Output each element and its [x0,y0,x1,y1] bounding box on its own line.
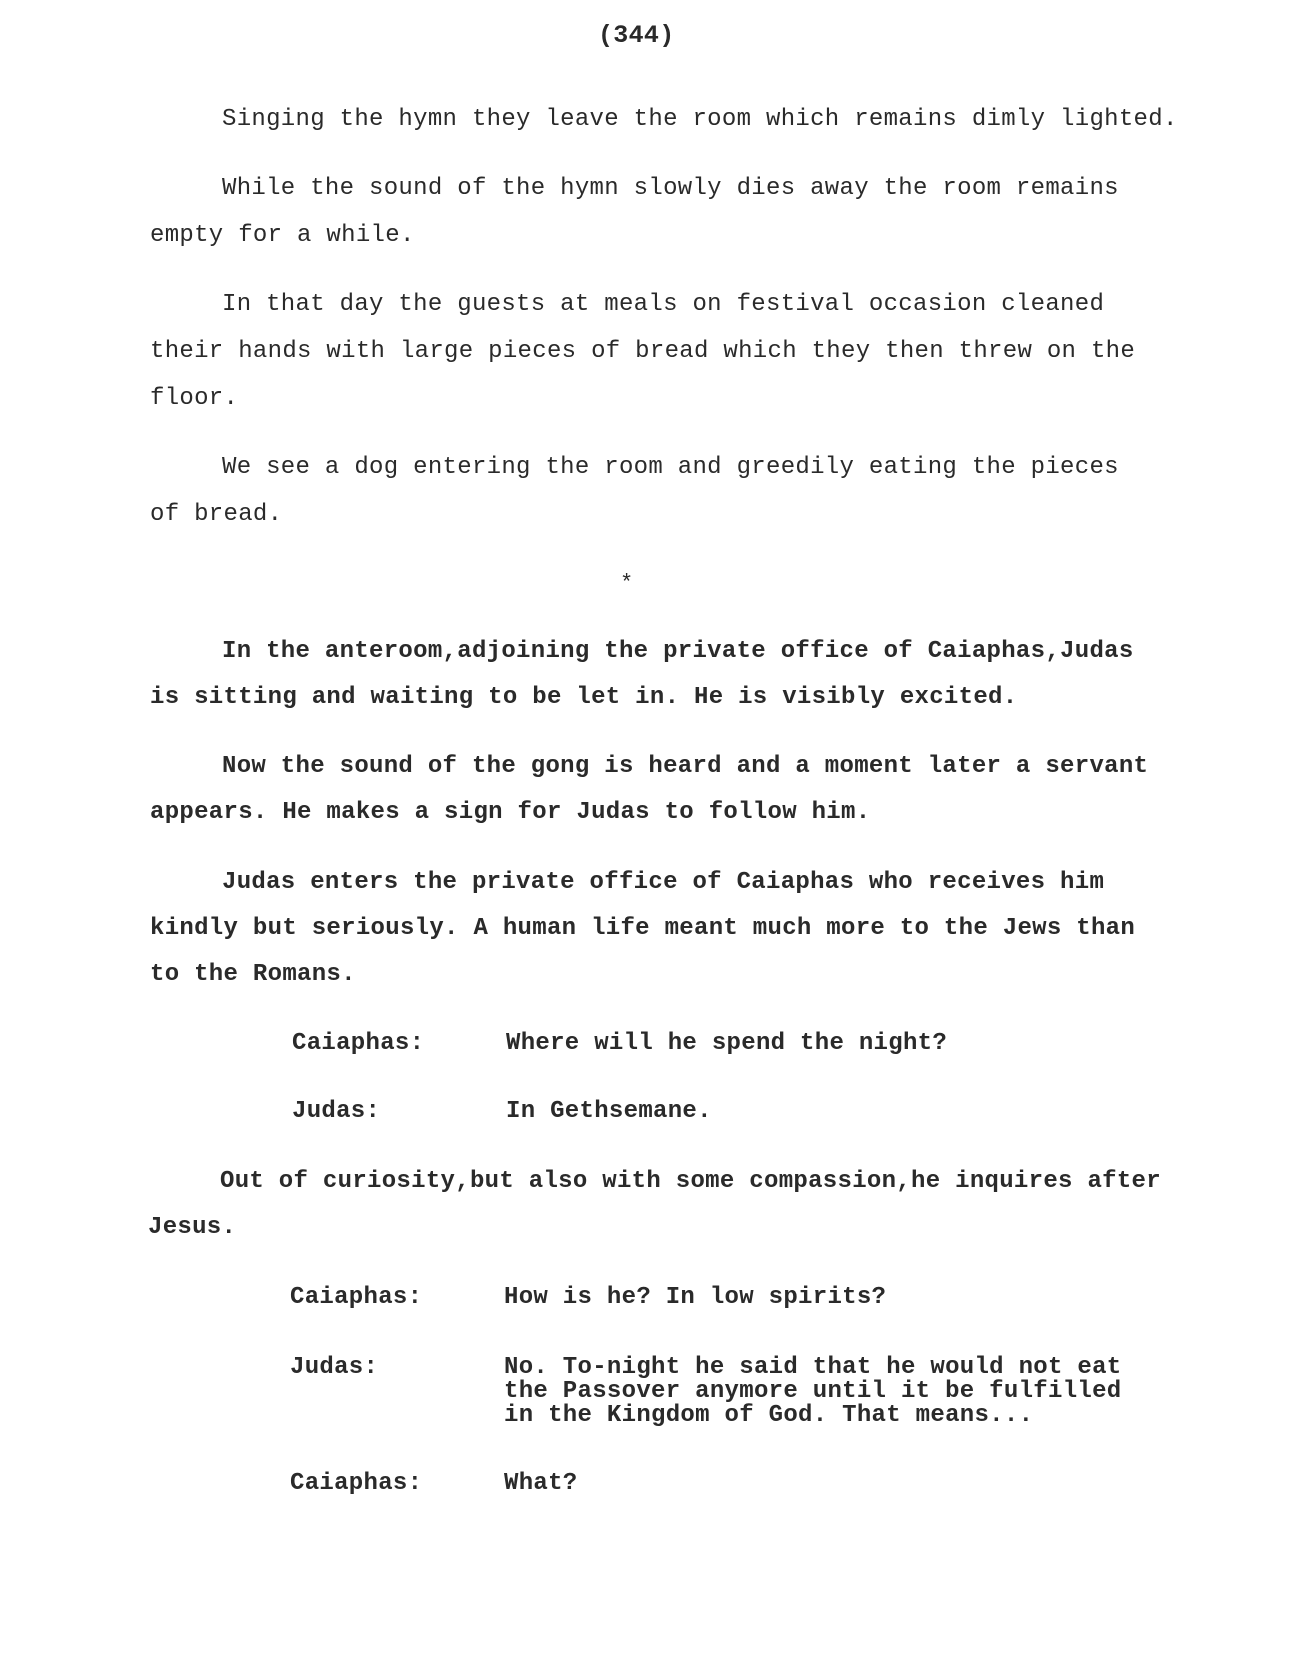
dialogue-speaker: Caiaphas: [290,1284,423,1311]
dialogue-speaker: Caiaphas: [292,1030,425,1057]
dialogue-text: What? [504,1470,578,1497]
page-number: (344) [598,21,675,50]
dialogue-text: in the Kingdom of God. That means... [504,1402,1034,1429]
narrative-line: We see a dog entering the room and greedily eating the pieces [222,454,1119,481]
narrative-line: In the anteroom,adjoining the private office of Caiaphas,Judas [222,638,1134,665]
narrative-line: is sitting and waiting to be let in. He is visibly excited. [150,684,1018,711]
narrative-line: Out of curiosity,but also with some compassion,he inquires after [220,1168,1161,1195]
narrative-line: In that day the guests at meals on festival occasion cleaned [222,291,1105,318]
narrative-line: appears. He makes a sign for Judas to follow him. [150,799,871,826]
narrative-line: kindly but seriously. A human life meant much more to the Jews than [150,915,1136,942]
narrative-line: Judas enters the private office of Caiaphas who receives him [222,869,1105,896]
dialogue-speaker: Judas: [290,1354,379,1381]
dialogue-speaker: Caiaphas: [290,1470,423,1497]
dialogue-text: No. To-night he said that he would not eat [504,1354,1122,1381]
narrative-line: empty for a while. [150,222,415,249]
dialogue-text: In Gethsemane. [506,1098,712,1125]
narrative-line: to the Romans. [150,961,356,988]
narrative-line: Now the sound of the gong is heard and a moment later a servant [222,753,1149,780]
narrative-line: Jesus. [148,1214,237,1241]
narrative-line: Singing the hymn they leave the room which remains dimly lighted. [222,106,1178,133]
narrative-line: While the sound of the hymn slowly dies away the room remains [222,175,1119,202]
dialogue-text: the Passover anymore until it be fulfilled [504,1378,1122,1405]
narrative-line: of bread. [150,501,283,528]
dialogue-text: Where will he spend the night? [506,1030,948,1057]
narrative-line: their hands with large pieces of bread which they then threw on the [150,338,1136,365]
narrative-line: floor. [150,385,239,412]
dialogue-text: How is he? In low spirits? [504,1284,887,1311]
scene-separator: * [620,571,634,596]
dialogue-speaker: Judas: [292,1098,381,1125]
